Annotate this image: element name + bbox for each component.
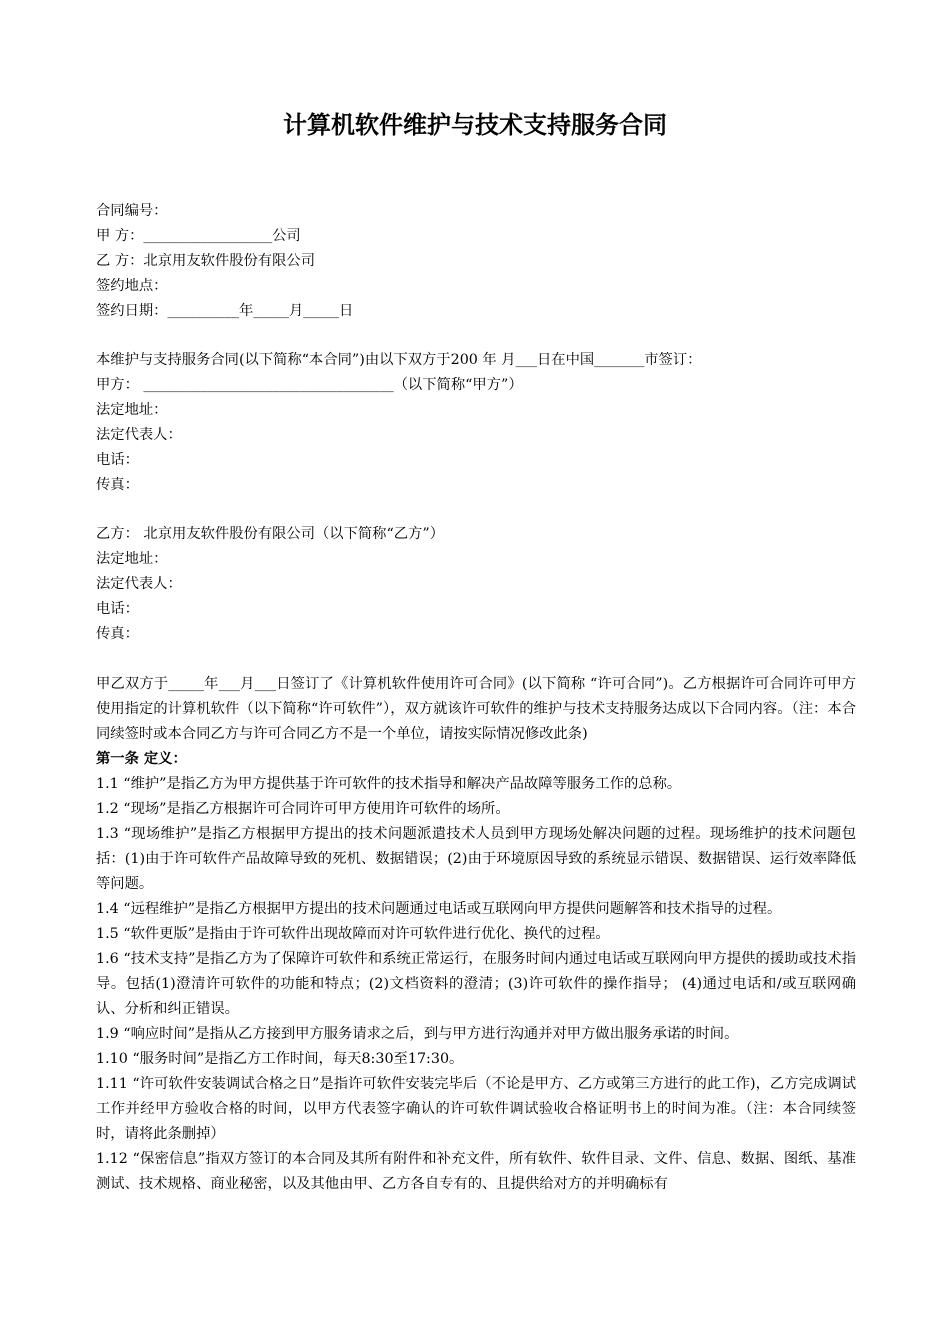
party-b-line: 乙 方：北京用友软件股份有限公司 <box>96 253 315 269</box>
definition-1-5: 1.5 “软件更版”是指由于许可软件出现故障而对许可软件进行优化、换代的过程。 <box>96 926 610 942</box>
contract-header-block <box>96 199 856 324</box>
intro-paragraph: 甲乙双方于_____年___月___日签订了《计算机软件使用许可合同》(以下简称 “许可合同”)。乙方根据许可合同许可甲方使用指定的计算机软件（以下简称“许可软件”），双方就该许可软件的维护与技术支持服务达成以下合同内容。（注：本合同续签时或本合同乙方与许可合同乙方不是一个单位，请按实际情况修改此条) <box>96 676 856 742</box>
definition-1-6: 1.6 “技术支持”是指乙方为了保障许可软件和系统正常运行，在服务时间内通过电话或互联网向甲方提供的援助或技术指导。包括(1)澄清许可软件的功能和特点；(2)文档资料的澄清；(3)许可软件的操作指导； (4)通过电话和/或互联网确认、分析和纠正错误。 <box>96 951 856 1017</box>
definition-1-4: 1.4 “远程维护”是指乙方根据甲方提出的技术问题通过电话或互联网向甲方提供问题解答和技术指导的过程。 <box>96 901 782 917</box>
party-a-fax: 传真： <box>96 477 139 493</box>
party-b-name-line: 乙方： 北京用友软件股份有限公司（以下简称“乙方”） <box>96 526 444 542</box>
signing-date-line: 签约日期：__________年_____月_____日 <box>96 303 354 319</box>
definition-1-1: 1.1 “维护”是指乙方为甲方提供基于许可软件的技术指导和解决产品故障等服务工作的总称。 <box>96 776 682 792</box>
definition-1-11: 1.11 “许可软件安装调试合格之日”是指许可软件安装完毕后（不论是甲方、乙方或第三方进行的此工作)，乙方完成调试工作并经甲方验收合格的时间，以甲方代表签字确认的许可软件调试验收合格证明书上的时间为准。（注：本合同续签时，请将此条删掉） <box>96 1076 856 1142</box>
party-b-address: 法定地址： <box>96 551 168 567</box>
definition-1-3: 1.3 “现场维护”是指乙方根据甲方提出的技术问题派遣技术人员到甲方现场处解决问题的过程。现场维护的技术问题包括：(1)由于许可软件产品故障导致的死机、数据错误；(2)由于环境原因导致的系统显示错误、数据错误、运行效率降低等问题。 <box>96 826 856 892</box>
party-b-fax: 传真： <box>96 626 139 642</box>
party-b-block <box>96 522 856 647</box>
contract-number-line: 合同编号： <box>96 203 168 219</box>
signing-place-line: 签约地点： <box>96 278 168 294</box>
party-a-phone: 电话： <box>96 452 139 468</box>
document-title: 计算机软件维护与技术支持服务合同 <box>283 110 667 139</box>
definition-1-2: 1.2 “现场”是指乙方根据许可合同许可甲方使用许可软件的场所。 <box>96 801 510 817</box>
article-1-heading: 第一条 定义： <box>96 751 187 767</box>
party-a-line: 甲 方：__________________公司 <box>96 228 301 244</box>
party-a-block <box>96 348 856 498</box>
party-b-representative: 法定代表人： <box>96 576 182 592</box>
body-block <box>96 672 856 1197</box>
party-a-address: 法定地址： <box>96 402 168 418</box>
definition-1-9: 1.9 “响应时间”是指从乙方接到甲方服务请求之后，到与甲方进行沟通并对甲方做出服务承诺的时间。 <box>96 1026 739 1042</box>
party-a-name-line: 甲方： ___________________________________（以下简称“甲方”） <box>96 377 523 393</box>
definition-1-10: 1.10 “服务时间”是指乙方工作时间，每天8:30至17:30。 <box>96 1051 464 1067</box>
definition-1-12: 1.12 “保密信息”指双方签订的本合同及其所有附件和补充文件，所有软件、软件目录、文件、信息、数据、图纸、基准测试、技术规格、商业秘密，以及其他由甲、乙方各自专有的、且提供给对方的并明确标有 <box>96 1151 856 1192</box>
opening-statement: 本维护与支持服务合同(以下简称“本合同”)由以下双方于200 年 月___日在中国_______市签订： <box>96 352 702 368</box>
party-b-phone: 电话： <box>96 601 139 617</box>
party-a-representative: 法定代表人： <box>96 427 182 443</box>
